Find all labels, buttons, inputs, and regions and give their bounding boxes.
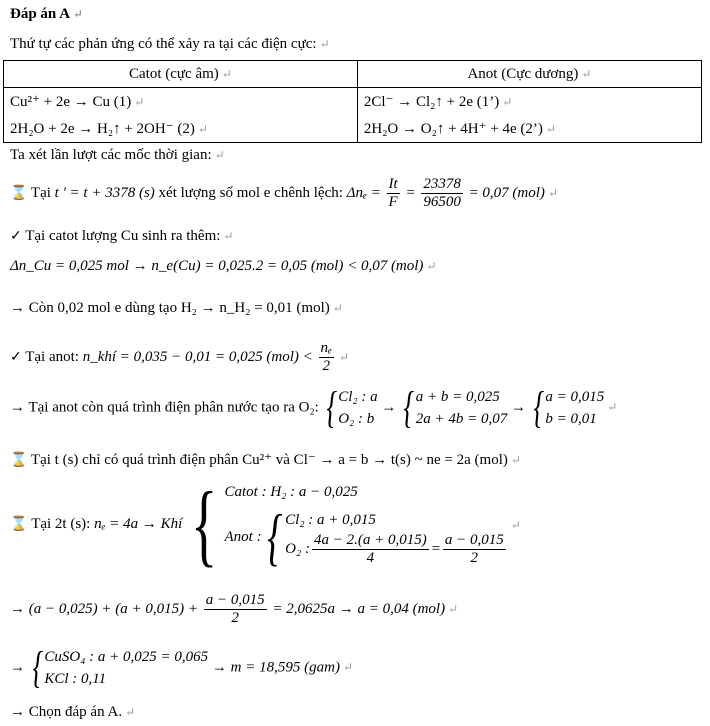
bullet-icon: ⌛ bbox=[10, 516, 28, 532]
table-cell: 2H₂O + 2e → H₂↑ + 2OH⁻ (2) ↵ bbox=[4, 114, 358, 143]
line-3: ✓ Tại catot lượng Cu sinh ra thêm: ↵ bbox=[10, 228, 234, 244]
line-12: → Chọn đáp án A. ↵ bbox=[10, 704, 136, 720]
line-1: Ta xét lần lượt các mốc thời gian: ↵ bbox=[10, 147, 225, 163]
table-cell: 2H₂O → O₂↑ + 4H⁺ + 4e (2’) ↵ bbox=[357, 114, 701, 143]
line-4: Δn_Cu = 0,025 mol → n_e(Cu) = 0,025.2 = 0,05 (mol) < 0,07 (mol) ↵ bbox=[10, 258, 437, 274]
table-header-catot: Catot (cực âm) ↵ bbox=[4, 61, 358, 88]
line-5: → Còn 0,02 mol e dùng tạo H₂ → n_H₂ = 0,01 (mol) ↵ bbox=[10, 300, 343, 316]
line-10: → (a − 0,025) + (a + 0,015) + $\frac{a - 0,015}{2}$ = 2,0625a → a = 0,04 (mol) ↵ bbox=[10, 592, 459, 626]
table-cell: Cu²⁺ + 2e → Cu (1) ↵ bbox=[4, 88, 358, 115]
bullet-icon: ⌛ bbox=[10, 185, 28, 201]
equation-system: { CuSO₄ : a + 0,025 = 0,065 KCl : 0,11 bbox=[32, 643, 209, 692]
line-8: ⌛ Tại t (s) chỉ có quá trình điện phân Cu²⁺ và Cl⁻ → a = b → t(s) ~ ne = 2a (mol) ↵ bbox=[10, 452, 521, 468]
table-cell: 2Cl⁻ → Cl₂↑ + 2e (1’) ↵ bbox=[357, 88, 701, 115]
answer-title: Đáp án A ↵ bbox=[10, 6, 84, 22]
table-header-anot: Anot (Cực dương) ↵ bbox=[357, 61, 701, 88]
line-11: → { CuSO₄ : a + 0,025 = 0,065 KCl : 0,11 → m = 18,595 (gam) ↵ bbox=[10, 643, 353, 692]
line-9: ⌛ Tại 2t (s): nₑ = 4a → Khí { Catot : H₂ : a − 0,025 Anot : { Cl₂ : a + 0,015 O₂ : $\frac{4a - 2.(a + 0,015)}{4}$ = $\frac{a - 0,015}{2}$ ↵ bbox=[10, 473, 521, 575]
bullet-icon: ⌛ bbox=[10, 453, 28, 468]
check-icon: ✓ bbox=[10, 349, 22, 365]
equation-system: { a = 0,015 b = 0,01 bbox=[533, 383, 605, 432]
equation-system: { Cl₂ : a O₂ : b bbox=[326, 383, 378, 432]
fraction: $\frac{It}{F}$ bbox=[388, 176, 398, 210]
line-2: ⌛ Tại t ' = t + 3378 (s) xét lượng số mol e chênh lệch: Δnₑ = $\frac{It}{F}$ = $\frac{23378}{96500}$ = 0,07 (mol) ↵ bbox=[10, 176, 558, 210]
intro-text: Thứ tự các phản ứng có thể xảy ra tại các điện cực: ↵ bbox=[10, 36, 330, 52]
line-7: → Tại anot còn quá trình điện phân nước tạo ra O₂: { Cl₂ : a O₂ : b → { a + b = 0,025 2a + 4b = 0,07 → { a = 0,015 b = 0,01 ↵ bbox=[10, 383, 618, 432]
fraction: $\frac{23378}{96500}$ bbox=[423, 176, 461, 210]
reaction-table bbox=[3, 60, 702, 143]
line-6: ✓ Tại anot: n_khí = 0,035 − 0,01 = 0,025 (mol) < $\frac{\text{nₑ}}{2}$ ↵ bbox=[10, 340, 350, 374]
equation-system: { a + b = 0,025 2a + 4b = 0,07 bbox=[403, 383, 508, 432]
fraction: $\frac{a - 0,015}{2}$ bbox=[205, 592, 265, 626]
fraction: $\frac{\text{nₑ}}{2}$ bbox=[320, 340, 332, 374]
check-icon: ✓ bbox=[10, 229, 22, 244]
